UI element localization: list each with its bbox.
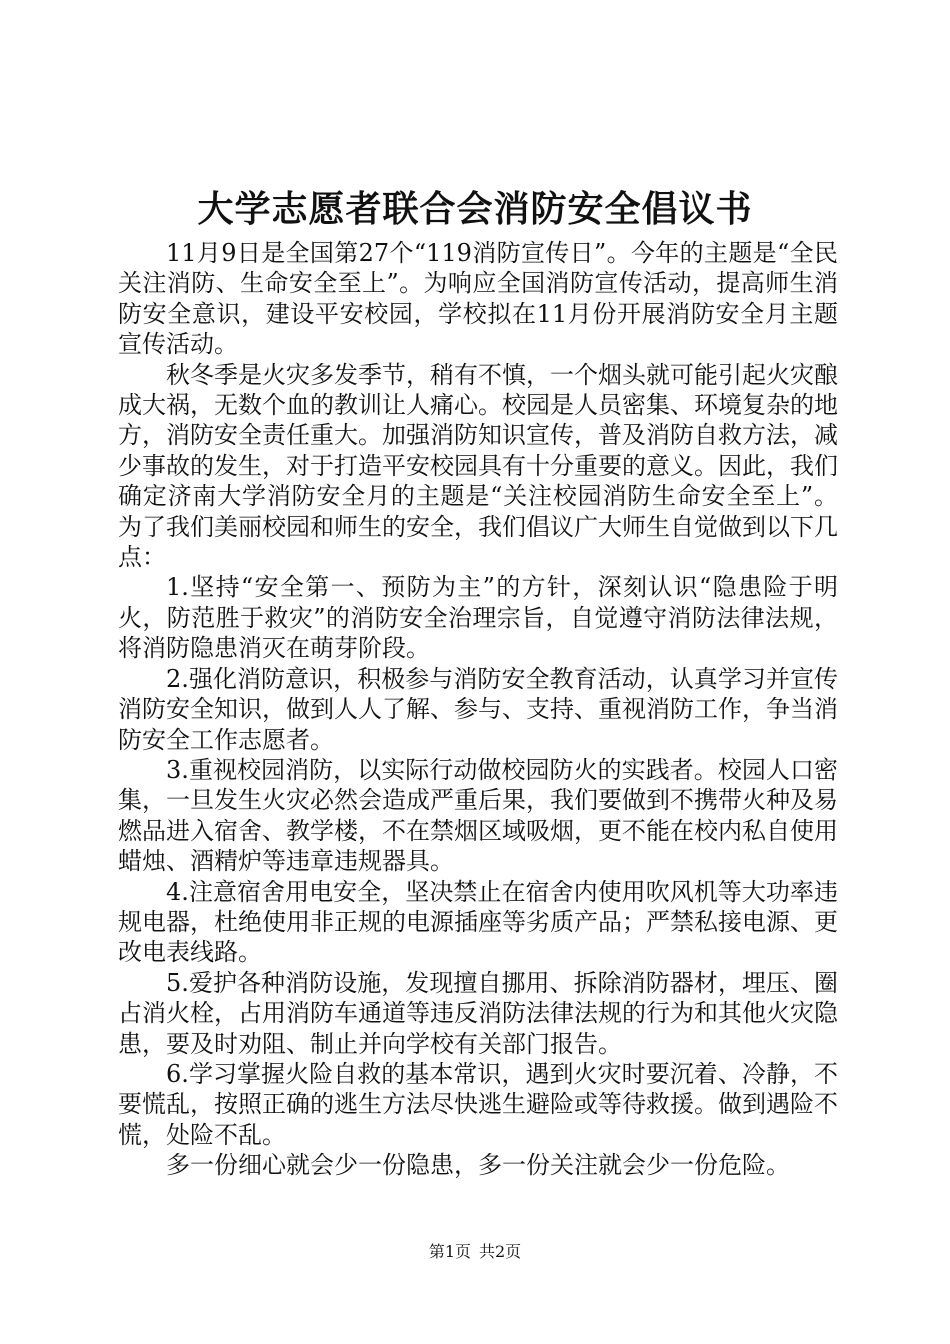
paragraph-point-6: 6.学习掌握火险自救的基本常识，遇到火灾时要沉着、冷静，不要慌乱，按照正确的逃生方法尽快逃生避险或等待救援。做到遇险不慌，处险不乱。 (118, 1059, 838, 1149)
page-total: 共2页 (479, 1242, 522, 1261)
paragraph-point-1: 1.坚持“安全第一、预防为主”的方针，深刻认识“隐患险于明火，防范胜于救灾”的消防安全治理宗旨，自觉遵守消防法律法规，将消防隐患消灭在萌芽阶段。 (118, 573, 838, 663)
paragraph-point-5: 5.爱护各种消防设施，发现擅自挪用、拆除消防器材，埋压、圈占消火栓，占用消防车通道等违反消防法律法规的行为和其他火灾隐患，要及时劝阻、制止并向学校有关部门报告。 (118, 968, 838, 1058)
paragraph-intro: 11月9日是全国第27个“119消防宣传日”。今年的主题是“全民关注消防、生命安全至上”。为响应全国消防宣传活动，提高师生消防安全意识，建设平安校园，学校拟在11月份开展消防安全月主题宣传活动。 (118, 239, 838, 359)
document-body (118, 238, 838, 1181)
page-footer (0, 1242, 950, 1262)
paragraph-point-4: 4.注意宿舍用电安全，坚决禁止在宿舍内使用吹风机等大功率违规电器，杜绝使用非正规的电源插座等劣质产品；严禁私接电源、更改电表线路。 (118, 877, 838, 967)
paragraph-closing: 多一份细心就会少一份隐患，多一份关注就会少一份危险。 (166, 1151, 790, 1180)
paragraph-background: 秋冬季是火灾多发季节，稍有不慎，一个烟头就可能引起火灾酿成大祸，无数个血的教训让人痛心。校园是人员密集、环境复杂的地方，消防安全责任重大。加强消防知识宣传，普及消防自救方法，减少事故的发生，对于打造平安校园具有十分重要的意义。因此，我们确定济南大学消防安全月的主题是“关注校园消防生命安全至上”。为了我们美丽校园和师生的安全，我们倡议广大师生自觉做到以下几点： (118, 360, 838, 572)
document-title: 大学志愿者联合会消防安全倡议书 (197, 189, 753, 230)
paragraph-point-2: 2.强化消防意识，积极参与消防安全教育活动，认真学习并宣传消防安全知识，做到人人了解、参与、支持、重视消防工作，争当消防安全工作志愿者。 (118, 664, 838, 754)
paragraph-point-3: 3.重视校园消防，以实际行动做校园防火的实践者。校园人口密集，一旦发生火灾必然会造成严重后果，我们要做到不携带火种及易燃品进入宿舍、教学楼，不在禁烟区域吸烟，更不能在校内私自使用蜡烛、酒精炉等违章违规器具。 (118, 755, 838, 876)
page-number: 第1页 (428, 1242, 471, 1261)
